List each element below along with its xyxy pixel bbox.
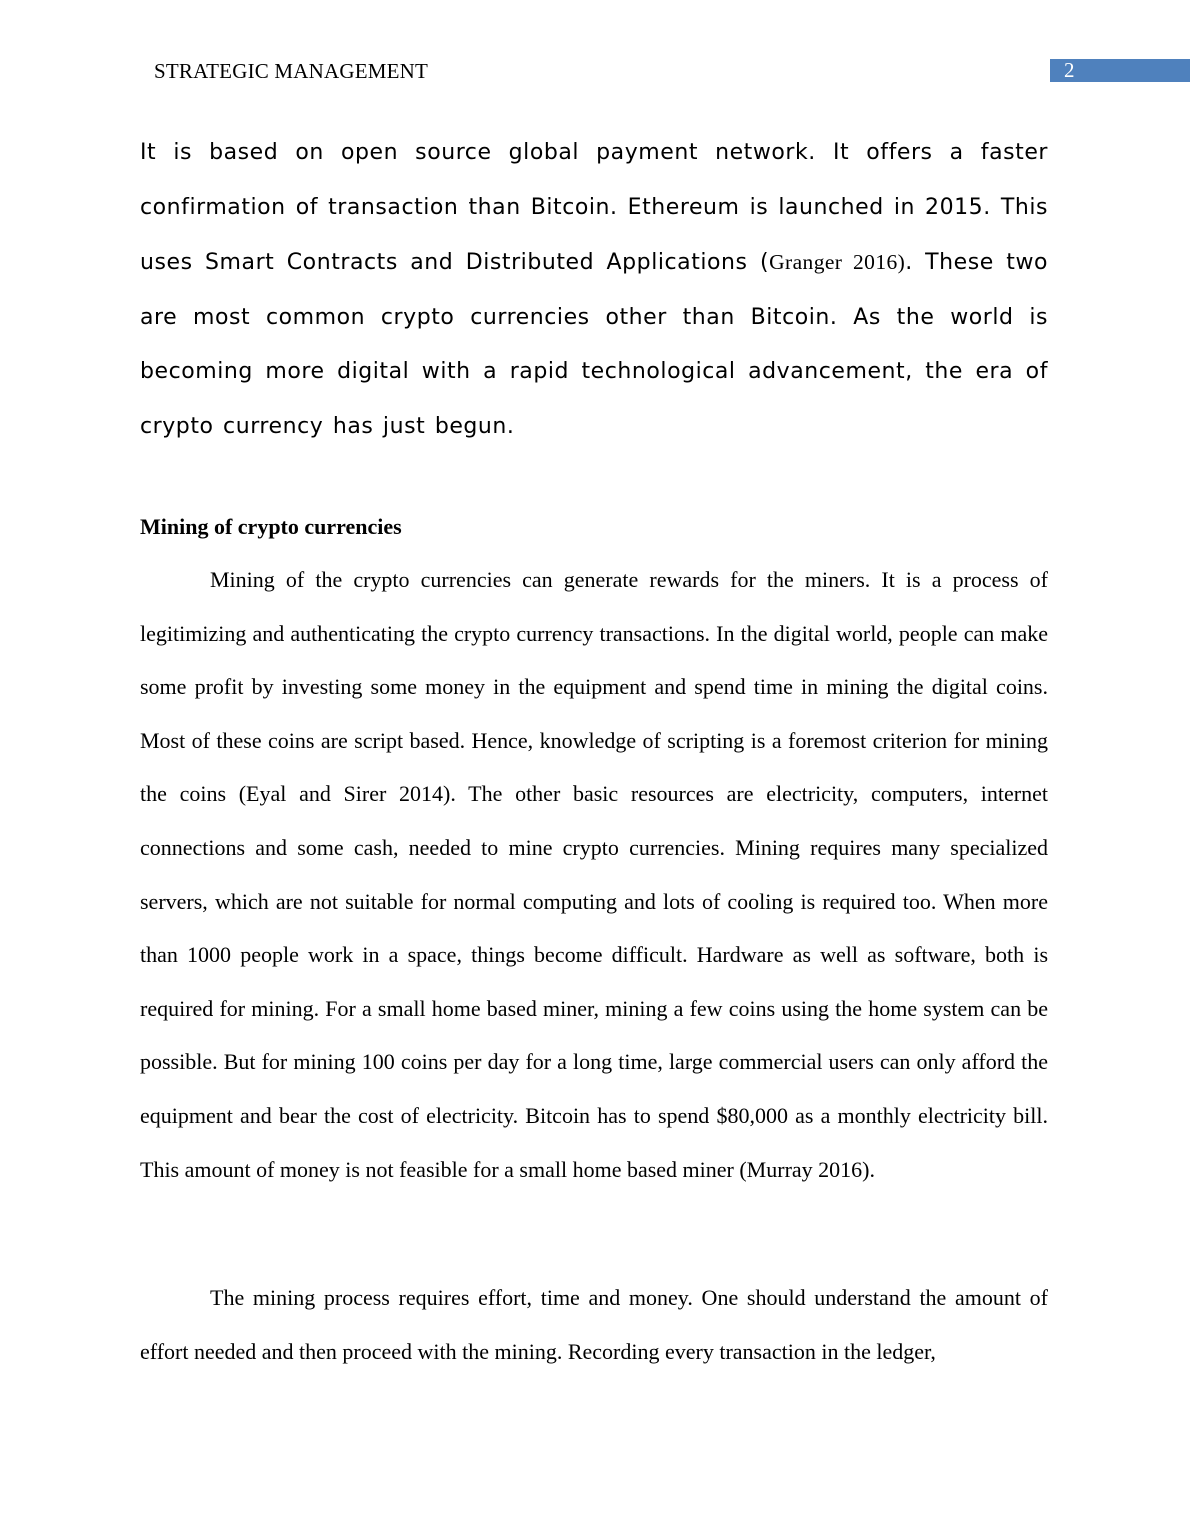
intro-citation: Granger 2016) [769, 250, 906, 274]
section-heading: Mining of crypto currencies [140, 514, 402, 539]
intro-paragraph [140, 126, 1048, 454]
body-paragraph-2: The mining process requires effort, time and money. One should understand the amount of effort needed and then proceed with the mining. Recording every transaction in the ledger, [140, 1285, 1048, 1364]
intro-text-before-citation: It is based on open source global payment network. It offers a faster confirmation of transaction than Bitcoin. Ethereum is launched in 2015. This uses Smart Contracts and Distributed Applications ( [140, 140, 1048, 275]
body-paragraph-1: Mining of the crypto currencies can generate rewards for the miners. It is a process of legitimizing and authenticating the crypto currency transactions. In the digital world, people can make some profit by investing some money in the equipment and spend time in mining the digital coins. Most of these coins are script based. Hence, knowledge of scripting is a foremost criterion for mining the coins (Eyal and Sirer 2014). The other basic resources are electricity, computers, internet connections and some cash, needed to mine crypto currencies. Mining requires many specialized servers, which are not suitable for normal computing and lots of cooling is required too. When more than 1000 people work in a space, things become difficult. Hardware as well as software, both is required for mining. For a small home based miner, mining a few coins using the home system can be possible. But for mining 100 coins per day for a long time, large commercial users can only afford the equipment and bear the cost of electricity. Bitcoin has to spend $80,000 as a monthly electricity bill. This amount of money is not feasible for a small home based miner (Murray 2016). [140, 567, 1048, 1182]
page-number-badge [1050, 59, 1190, 82]
intro-text-after-citation: . These two are most common crypto currencies other than Bitcoin. As the world is becoming more digital with a rapid technological advancement, the era of crypto currency has just begun. [140, 250, 1048, 439]
running-head: STRATEGIC MANAGEMENT [154, 59, 429, 83]
page-number: 2 [1064, 58, 1075, 82]
